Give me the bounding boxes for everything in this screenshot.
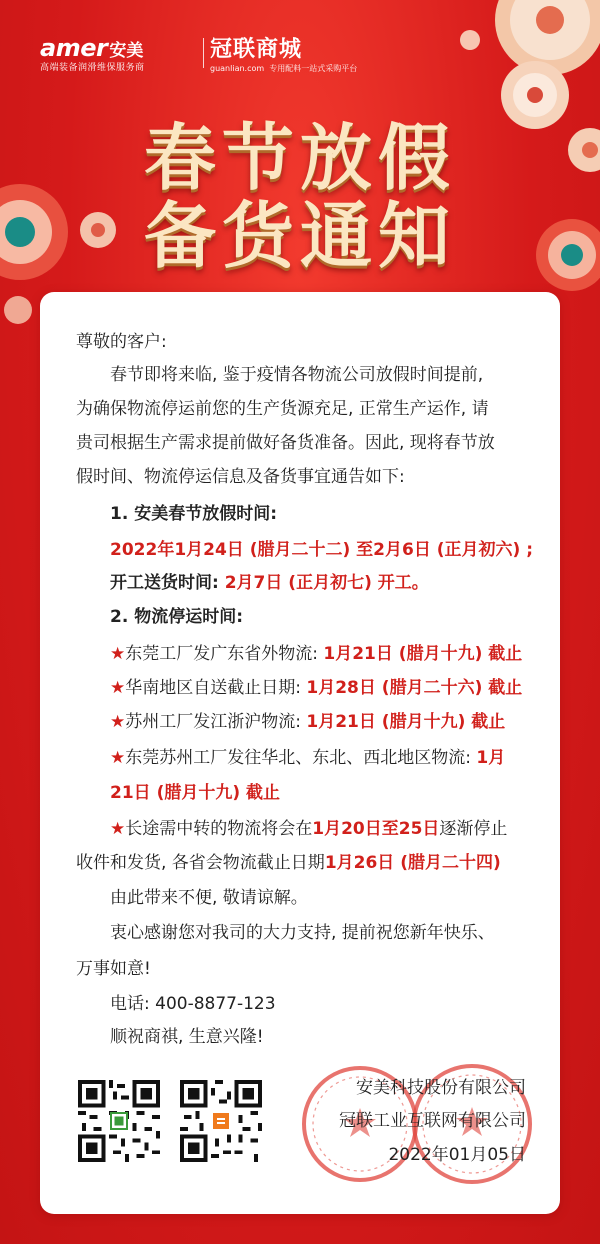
logistics-item-label: 苏州工厂发江浙沪物流: [125,712,307,732]
title-line-1: 春节放假 [143,115,456,200]
greeting: 尊敬的客户: [76,332,167,352]
logistics-item-value: 1月28日 (腊月二十六) 截止 [306,678,523,698]
paragraph-line-2: 为确保物流停运前您的生产货源充足, 正常生产运作, 请 [76,399,489,419]
thanks-line-2: 万事如意! [76,959,151,979]
logistics-item-value: 1月21日 (腊月十九) 截止 [323,644,523,664]
amer-brand: amer [40,34,108,62]
section-1-title: 1. 安美春节放假时间: [110,504,278,524]
paragraph-line-3: 贵司根据生产需求提前做好备货准备。因此, 现将春节放 [76,433,495,453]
logo-divider [203,38,204,68]
resume-line [110,572,429,594]
star-icon: ★ [110,644,126,664]
guanlian-logo [210,32,357,74]
signature-company-1: 安美科技股份有限公司 [356,1078,526,1098]
signature-company-2: 冠联工业互联网有限公司 [339,1111,526,1131]
item5-text-c: 逐渐停止 [439,819,508,839]
phone-number: 电话: 400-8877-123 [110,994,276,1014]
paragraph-line-1: 春节即将来临, 鉴于疫情各物流公司放假时间提前, [110,365,484,385]
signature-date: 2022年01月05日 [388,1145,526,1165]
item5-text-d: 收件和发货, 各省会物流截止日期 [76,853,325,873]
logistics-item-label: 东莞工厂发广东省外物流: [125,644,324,664]
star-icon: ★ [110,748,126,768]
apology-text: 由此带来不便, 敬请谅解。 [110,888,308,908]
logistics-item-value: 1月 [476,748,506,768]
guanlian-cn-name: 冠联商城 [210,37,303,62]
logistics-item-1 [110,643,522,665]
star-icon: ★ [110,712,126,732]
logistics-item-5 [110,818,507,840]
logistics-item-value: 1月21日 (腊月十九) 截止 [306,712,506,732]
guanlian-url: guanlian.com [210,64,265,73]
guanlian-tagline: 专用配料一站式采购平台 [269,64,358,73]
resume-label: 开工送货时间: [110,573,225,593]
amer-slogan: 高端装备润滑维保服务商 [40,63,145,73]
logistics-item-4-continued: 21日 (腊月十九) 截止 [110,783,281,803]
logistics-item-label: 华南地区自送截止日期: [125,678,307,698]
logistics-item-4 [110,747,505,769]
logistics-item-5-continued [76,852,501,874]
item5-text-a: 长途需中转的物流将会在 [125,819,313,839]
amer-logo [40,34,145,73]
paragraph-line-4: 假时间、物流停运信息及备货事宜通告如下: [76,467,405,487]
guanlian-slogan [210,63,357,74]
item5-dates: 1月20日至25日 [312,819,440,839]
amer-cn-name: 安美 [109,41,144,61]
logistics-item-3 [110,711,505,733]
title-line-2: 备货通知 [143,193,456,278]
star-icon: ★ [110,819,126,839]
closing-wish: 顺祝商祺, 生意兴隆! [110,1027,264,1047]
item5-deadline: 1月26日 (腊月二十四) [324,853,501,873]
qr-code-guanlian[interactable] [180,1080,262,1162]
logistics-item-label: 东莞苏州工厂发往华北、东北、西北地区物流: [125,748,477,768]
qr-code-amer[interactable] [78,1080,160,1162]
thanks-line-1: 衷心感谢您对我司的大力支持, 提前祝您新年快乐、 [110,923,495,943]
logistics-item-2 [110,677,522,699]
section-2-title: 2. 物流停运时间: [110,607,244,627]
resume-value: 2月7日 (正月初七) 开工。 [224,573,429,593]
star-icon: ★ [110,678,126,698]
holiday-dates: 2022年1月24日 (腊月二十二) 至2月6日 (正月初六) ; [110,540,534,560]
